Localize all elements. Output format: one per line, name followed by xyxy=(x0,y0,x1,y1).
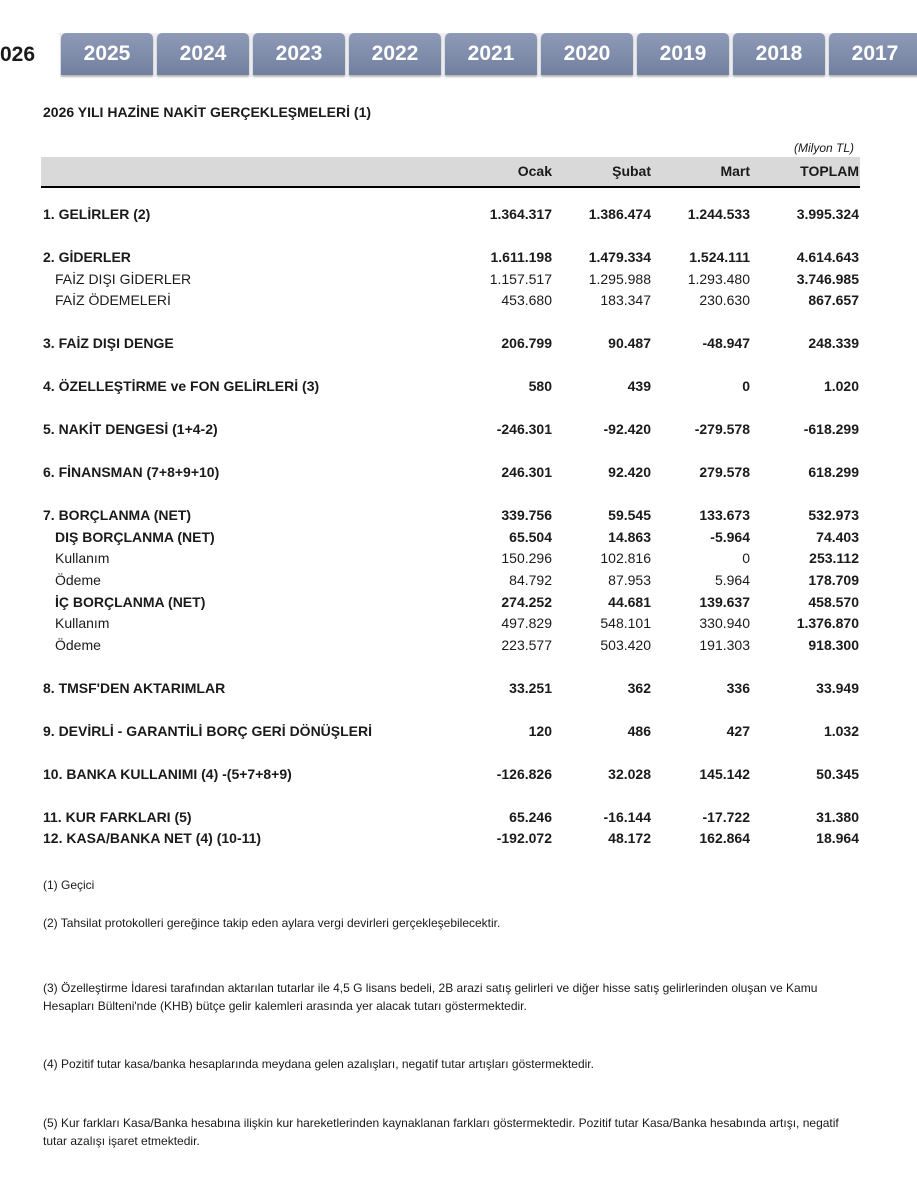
cell-value: 1.479.334 xyxy=(588,249,651,265)
cell-value: 59.545 xyxy=(608,507,651,523)
cell-value: 102.816 xyxy=(600,550,651,566)
cell-value: 5.964 xyxy=(714,572,750,588)
column-header-subat: Şubat xyxy=(612,163,651,179)
footnote-4: (4) Pozitif tutar kasa/banka hesaplarında meydana gelen azalışları, negatif tutar artışları göstermektedir. xyxy=(43,1057,594,1071)
cell-value: 1.295.988 xyxy=(588,271,651,287)
table-row xyxy=(0,249,917,269)
cell-value: 92.420 xyxy=(608,464,651,480)
column-header-ocak: Ocak xyxy=(517,163,552,179)
row-label: 8. TMSF'DEN AKTARIMLAR xyxy=(43,680,226,696)
cell-total: 1.376.870 xyxy=(796,615,859,631)
row-label: İÇ BORÇLANMA (NET) xyxy=(55,594,206,610)
cell-value: -246.301 xyxy=(496,421,552,437)
cell-value: -92.420 xyxy=(603,421,651,437)
cell-value: -279.578 xyxy=(694,421,750,437)
cell-value: 183.347 xyxy=(600,292,651,308)
cell-total: 1.020 xyxy=(823,378,859,394)
cell-value: 1.364.317 xyxy=(489,206,552,222)
tab-year-2024[interactable]: 2024 xyxy=(157,33,249,75)
cell-total: 178.709 xyxy=(808,572,859,588)
cell-value: 14.863 xyxy=(608,529,651,545)
table-row xyxy=(0,723,917,743)
cell-value: 162.864 xyxy=(699,830,750,846)
page-title: 2026 YILI HAZİNE NAKİT GERÇEKLEŞMELERİ (1) xyxy=(43,104,372,120)
table-row xyxy=(0,572,917,592)
table-row xyxy=(0,594,917,614)
tab-year-2017[interactable]: 2017 xyxy=(829,33,917,75)
cell-value: 206.799 xyxy=(501,335,552,351)
cell-value: 1.386.474 xyxy=(588,206,651,222)
cell-value: 1.244.533 xyxy=(687,206,750,222)
cell-value: 439 xyxy=(627,378,651,394)
cell-value: 1.524.111 xyxy=(689,249,750,265)
table-row xyxy=(0,550,917,570)
cell-value: 84.792 xyxy=(509,572,552,588)
row-label: 6. FİNANSMAN (7+8+9+10) xyxy=(43,464,220,480)
table-row xyxy=(0,206,917,226)
tab-year-2026[interactable]: 026 xyxy=(0,33,60,77)
cell-value: 1.157.517 xyxy=(489,271,552,287)
row-label: 7. BORÇLANMA (NET) xyxy=(43,507,192,523)
cell-value: 65.246 xyxy=(509,809,552,825)
cell-total: 618.299 xyxy=(808,464,859,480)
cell-value: 427 xyxy=(726,723,750,739)
table-row xyxy=(0,335,917,355)
cell-total: 918.300 xyxy=(808,637,859,653)
cell-total: 1.032 xyxy=(823,723,859,739)
cell-total: 253.112 xyxy=(809,550,859,566)
row-label: 10. BANKA KULLANIMI (4) -(5+7+8+9) xyxy=(43,766,292,782)
tab-year-2022[interactable]: 2022 xyxy=(349,33,441,75)
footnote-3: (3) Özelleştirme İdaresi tarafından aktarılan tutarlar ile 4,5 G lisans bedeli, 2B arazi satış gelirleri ve diğer hisse satış gelirlerinden oluşan ve Kamu Hesapları Bülteni'nde (KHB) bütçe gelir kalemleri arasında yer alacak tutarı göstermektedir. xyxy=(43,981,818,1013)
table-row xyxy=(0,378,917,398)
cell-value: 133.673 xyxy=(699,507,750,523)
cell-total: 31.380 xyxy=(816,809,859,825)
cell-value: 453.680 xyxy=(501,292,552,308)
tab-year-2023[interactable]: 2023 xyxy=(253,33,345,75)
row-label: 2. GİDERLER xyxy=(43,249,131,265)
cell-value: 486 xyxy=(627,723,651,739)
cell-total: 50.345 xyxy=(816,766,859,782)
table-header xyxy=(41,157,860,188)
cell-value: 150.296 xyxy=(501,550,552,566)
row-label: 5. NAKİT DENGESİ (1+4-2) xyxy=(43,421,218,437)
row-label: Kullanım xyxy=(55,550,110,566)
tab-year-2020[interactable]: 2020 xyxy=(541,33,633,75)
cell-total: 458.570 xyxy=(808,594,859,610)
tab-year-2025[interactable]: 2025 xyxy=(61,33,153,75)
cell-value: 503.420 xyxy=(600,637,651,653)
table-row xyxy=(0,507,917,527)
footnote-5: (5) Kur farkları Kasa/Banka hesabına ilişkin kur hareketlerinden kaynaklanan farkları göstermektedir. Pozitif tutar Kasa/Banka hesabında artışı, negatif tutar azalışı işaret etmektedir. xyxy=(43,1116,839,1148)
cell-value: -17.722 xyxy=(702,809,750,825)
cell-value: 0 xyxy=(742,378,750,394)
cell-value: 274.252 xyxy=(501,594,552,610)
cell-value: 279.578 xyxy=(699,464,750,480)
tab-year-2019[interactable]: 2019 xyxy=(637,33,729,75)
cell-total: 74.403 xyxy=(816,529,859,545)
table-row xyxy=(0,680,917,700)
tab-year-2018[interactable]: 2018 xyxy=(733,33,825,75)
cell-value: 0 xyxy=(742,550,750,566)
cell-value: 1.293.480 xyxy=(687,271,750,287)
cell-total: 532.973 xyxy=(808,507,859,523)
cell-total: 33.949 xyxy=(816,680,859,696)
cell-value: 548.101 xyxy=(600,615,651,631)
cell-value: 33.251 xyxy=(509,680,552,696)
row-label: Ödeme xyxy=(55,637,101,653)
row-label: Kullanım xyxy=(55,615,110,631)
row-label: 11. KUR FARKLARI (5) xyxy=(43,809,192,825)
row-label: 12. KASA/BANKA NET (4) (10-11) xyxy=(43,830,262,846)
table-row xyxy=(0,615,917,635)
row-label: 1. GELİRLER (2) xyxy=(43,206,151,222)
footnote-2: (2) Tahsilat protokolleri gereğince takip eden aylara vergi devirleri gerçekleşebilecektir. xyxy=(43,916,501,930)
table-row xyxy=(0,809,917,829)
cell-value: 65.504 xyxy=(509,529,552,545)
cell-value: 362 xyxy=(627,680,651,696)
tab-year-2021[interactable]: 2021 xyxy=(445,33,537,75)
table-row xyxy=(0,421,917,441)
column-header-mart: Mart xyxy=(720,163,750,179)
cell-value: 145.142 xyxy=(699,766,750,782)
table-row xyxy=(0,637,917,657)
cell-total: 4.614.643 xyxy=(796,249,859,265)
cell-value: -5.964 xyxy=(710,529,750,545)
table-row xyxy=(0,766,917,786)
cell-value: 87.953 xyxy=(608,572,651,588)
cell-value: 1.611.198 xyxy=(490,249,552,265)
column-header-toplam: TOPLAM xyxy=(800,163,859,179)
table-row xyxy=(0,529,917,549)
cell-value: 32.028 xyxy=(608,766,651,782)
cell-value: 339.756 xyxy=(501,507,552,523)
cell-value: -126.826 xyxy=(496,766,552,782)
unit-label: (Milyon TL) xyxy=(794,141,855,155)
cell-total: 867.657 xyxy=(808,292,859,308)
cell-value: -48.947 xyxy=(702,335,750,351)
cell-value: 336 xyxy=(726,680,750,696)
table-row xyxy=(0,271,917,291)
row-label: 4. ÖZELLEŞTİRME ve FON GELİRLERİ (3) xyxy=(43,378,320,394)
row-label: 3. FAİZ DIŞI DENGE xyxy=(43,335,174,351)
row-label: Ödeme xyxy=(55,572,101,588)
cell-value: 223.577 xyxy=(501,637,552,653)
cell-value: -16.144 xyxy=(603,809,651,825)
cell-value: 120 xyxy=(528,723,552,739)
cell-total: 3.746.985 xyxy=(796,271,859,287)
cell-total: -618.299 xyxy=(803,421,859,437)
cell-value: 90.487 xyxy=(608,335,651,351)
cell-value: 139.637 xyxy=(699,594,750,610)
row-label: FAİZ ÖDEMELERİ xyxy=(55,292,171,308)
footnote-1: (1) Geçici xyxy=(43,878,95,892)
cell-value: 580 xyxy=(528,378,552,394)
cell-value: -192.072 xyxy=(496,830,552,846)
cell-value: 330.940 xyxy=(699,615,750,631)
table-row xyxy=(0,464,917,484)
table-row xyxy=(0,292,917,312)
cell-value: 48.172 xyxy=(608,830,651,846)
cell-total: 18.964 xyxy=(816,830,859,846)
table-row xyxy=(0,830,917,850)
cell-value: 497.829 xyxy=(501,615,552,631)
year-tab-bar xyxy=(0,33,917,77)
cell-total: 248.339 xyxy=(808,335,859,351)
cell-total: 3.995.324 xyxy=(796,206,859,222)
cell-value: 246.301 xyxy=(501,464,552,480)
cell-value: 191.303 xyxy=(699,637,750,653)
row-label: DIŞ BORÇLANMA (NET) xyxy=(55,529,215,545)
cell-value: 230.630 xyxy=(699,292,750,308)
row-label: FAİZ DIŞI GİDERLER xyxy=(55,271,192,287)
cell-value: 44.681 xyxy=(608,594,651,610)
row-label: 9. DEVİRLİ - GARANTİLİ BORÇ GERİ DÖNÜŞLERİ xyxy=(43,723,373,739)
